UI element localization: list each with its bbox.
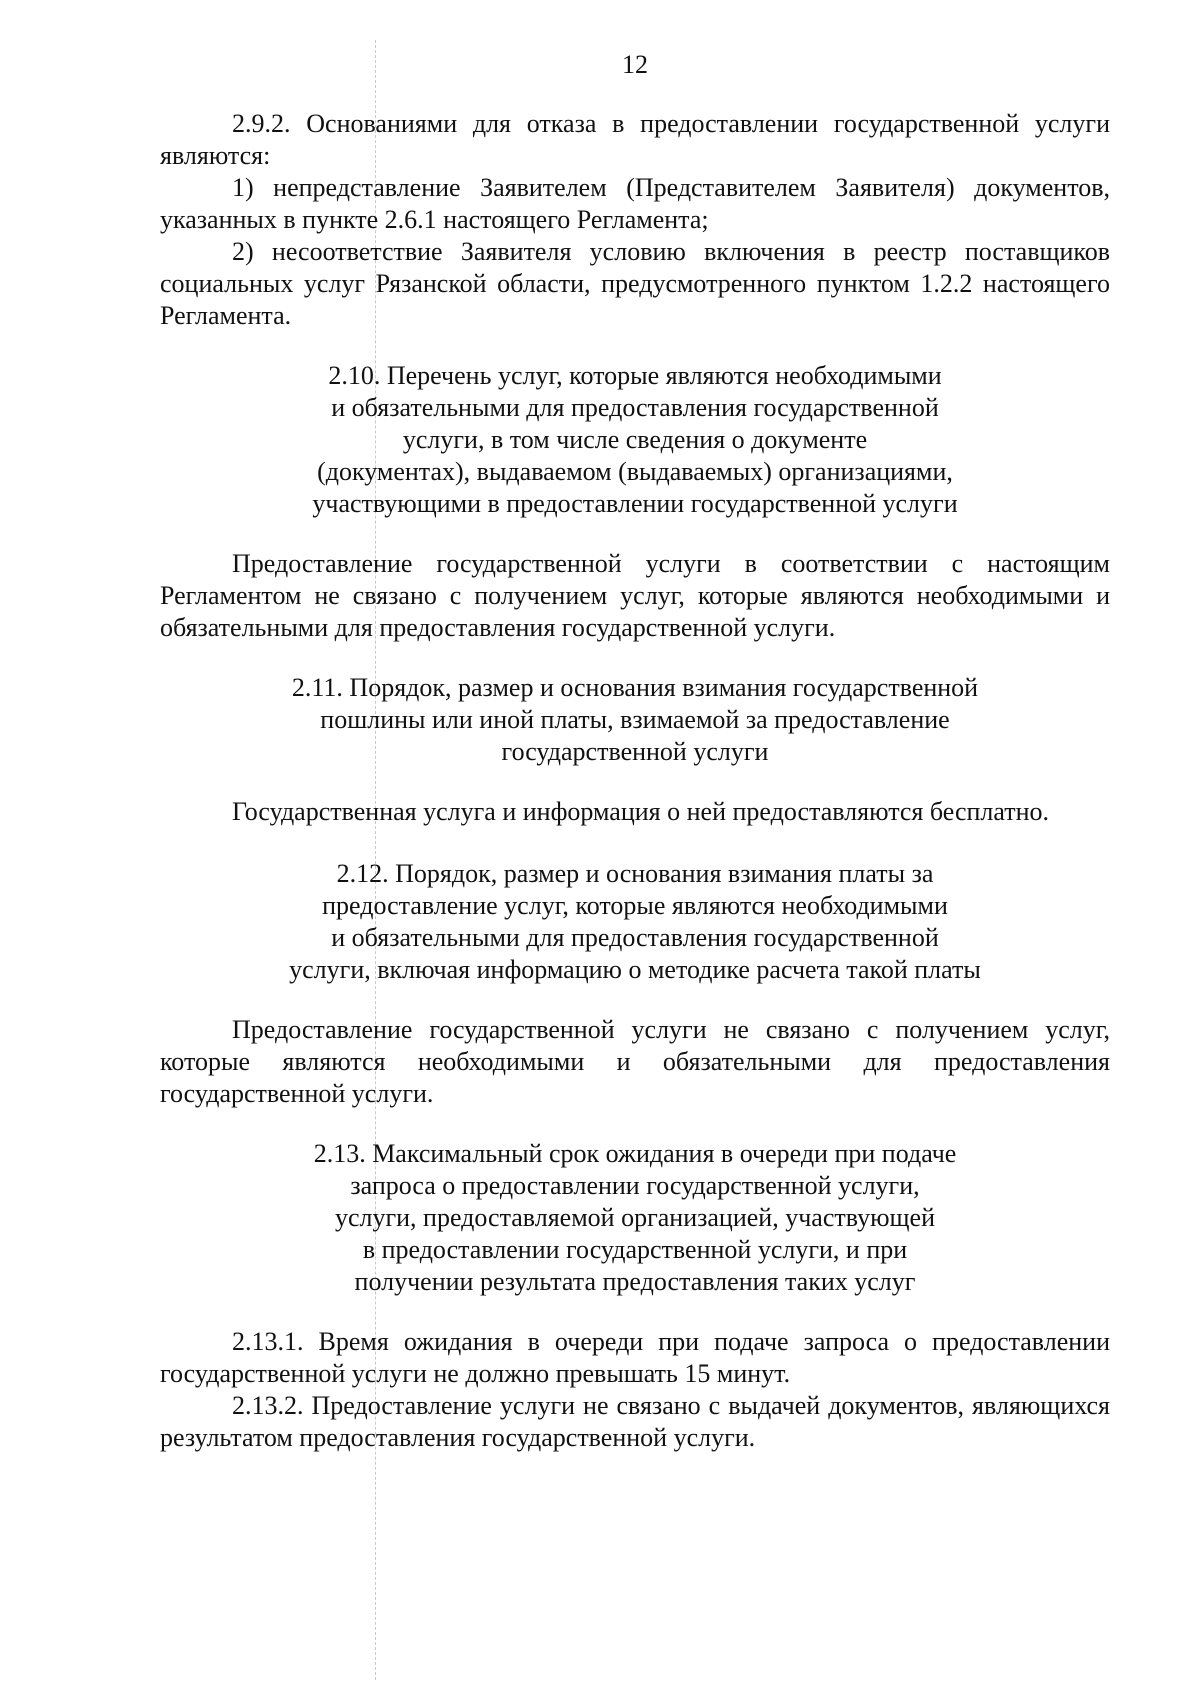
heading-2-10	[160, 360, 1110, 520]
heading-line: государственной услуги	[501, 737, 769, 766]
heading-line: 2.12. Порядок, размер и основания взимания платы за	[336, 859, 934, 888]
heading-line: и обязательными для предоставления государственной	[331, 923, 939, 952]
paragraph-2-13-2: 2.13.2. Предоставление услуги не связано с выдачей документов, являющихся результатом предоставления государственной услуги.	[160, 1391, 1110, 1452]
page-number: 12	[622, 50, 648, 79]
heading-line: получении результата предоставления таких услуг	[354, 1267, 916, 1296]
document-body	[160, 108, 1110, 1454]
paragraph-2-9-2-item-2: 2) несоответствие Заявителя условию включения в реестр поставщиков социальных услуг Рязанской области, предусмотренного пунктом 1.2.2 настоящего Регламента.	[160, 237, 1110, 330]
paragraph-2-13-1: 2.13.1. Время ожидания в очереди при подаче запроса о предоставлении государственной услуги не должно превышать 15 минут.	[160, 1327, 1110, 1388]
heading-line: запроса о предоставлении государственной услуги,	[350, 1171, 920, 1200]
heading-line: услуги, включая информацию о методике расчета такой платы	[289, 955, 981, 984]
heading-line: участвующими в предоставлении государственной услуги	[312, 489, 958, 518]
heading-2-12	[160, 858, 1110, 986]
heading-line: 2.13. Максимальный срок ожидания в очереди при подаче	[313, 1139, 957, 1168]
heading-line: в предоставлении государственной услуги, и при	[362, 1235, 908, 1264]
heading-2-11	[160, 672, 1110, 768]
heading-2-13	[160, 1138, 1110, 1298]
heading-line: и обязательными для предоставления государственной	[331, 393, 939, 422]
heading-line: 2.11. Порядок, размер и основания взимания государственной	[291, 673, 979, 702]
heading-line: услуги, предоставляемой организацией, участвующей	[334, 1203, 936, 1232]
heading-line: (документах), выдаваемом (выдаваемых) организациями,	[317, 457, 953, 486]
heading-line: 2.10. Перечень услуг, которые являются необходимыми	[328, 361, 942, 390]
heading-line: услуги, в том числе сведения о документе	[402, 425, 868, 454]
paragraph-2-9-2-item-1: 1) непредставление Заявителем (Представителем Заявителя) документов, указанных в пункте 2.6.1 настоящего Регламента;	[160, 173, 1110, 234]
paragraph-2-10: Предоставление государственной услуги в соответствии с настоящим Регламентом не связано с получением услуг, которые являются необходимыми и обязательными для предоставления государственной услуги.	[160, 549, 1110, 642]
paragraph-2-12: Предоставление государственной услуги не связано с получением услуг, которые являются необходимыми и обязательными для предоставления государственной услуги.	[160, 1015, 1110, 1108]
heading-line: пошлины или иной платы, взимаемой за предоставление	[320, 705, 950, 734]
paragraph-2-9-2: 2.9.2. Основаниями для отказа в предоставлении государственной услуги являются:	[160, 109, 1110, 170]
heading-line: предоставление услуг, которые являются необходимыми	[322, 891, 948, 920]
paragraph-2-11: Государственная услуга и информация о ней предоставляются бесплатно.	[232, 797, 1050, 826]
